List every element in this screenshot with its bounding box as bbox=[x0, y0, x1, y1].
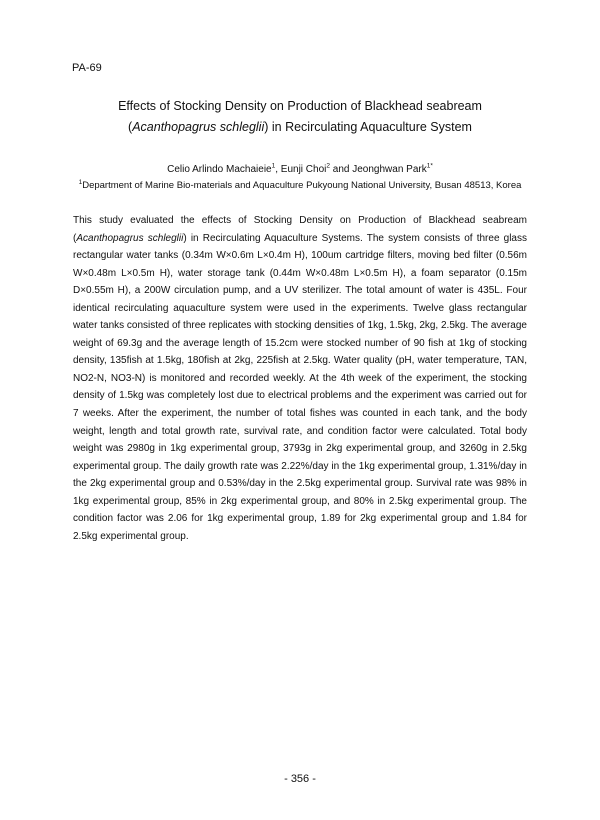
page-number: - 356 - bbox=[284, 773, 316, 785]
author-2-affil-mark: 2 bbox=[326, 162, 330, 170]
abstract-body bbox=[73, 212, 527, 545]
affiliation-text: Department of Marine Bio-materials and Aquaculture Pukyoung National University, Busan 48513, Korea bbox=[82, 180, 522, 191]
author-1-affil-mark: 1 bbox=[271, 162, 276, 170]
author-list bbox=[40, 163, 560, 177]
author-3: and Jeonghwan Park bbox=[330, 164, 427, 175]
author-1: Celio Arlindo Machaieie bbox=[167, 164, 272, 175]
abstract-part-2: ) in Recirculating Aquaculture Systems. The system consists of three glass rectangular water tanks (0.34m W×0.6m L×0.4m H), 100um cartridge filters, moving bed filter (0.56m W×0.48m L×0.5m H), water storage tank (0.44m W×0.48m L×0.5m H), a foam separator (0.15m D×0.55m H), a 200W circulation pump, and a UV sterilizer. The total amount of water is 435L. Four identical recirculating aquaculture system were used in the experiments. Twelve glass rectangular water tanks consisted of three replicates with stocking densities of 1kg, 1.5kg, 2kg, 2.5kg. The average weight of 69.3g and the average length of 15.2cm were stocked number of 90 fish at 1kg of stocking density, 135fish at 1.5kg, 180fish at 2kg, 225fish at 2.5kg. Water quality (pH, water temperature, TAN, NO2-N, NO3-N) is monitored and recorded weekly. At the 4th week of the experiment, the stocking density of 1.5kg was completely lost due to electrical problems and the experiment was carried out for 7 weeks. After the experiment, the number of total fishes was counted in each tank, and the body weight, length and total growth rate, survival rate, and condition factor were calculated. Total body weight was 2980g in 1kg experimental group, 3793g in 2kg experimental group, and 3260g in 2.5kg experimental group. The daily growth rate was 2.22%/day in the 1kg experimental group, 1.31%/day in the 2kg experimental group and 0.53%/day in the 2.5kg experimental group. Survival rate was 98% in 1kg experimental group, 85% in 2kg experimental group, and 80% in 2.5kg experimental group. The condition factor was 2.06 for 1kg experimental group, 1.89 for 2kg experimental group and 1.84 for 2.5kg experimental group. bbox=[73, 232, 527, 542]
paper-code: PA-69 bbox=[72, 62, 102, 74]
title-line-2-rest: ) in Recirculating Aquaculture System bbox=[264, 120, 472, 134]
title-line-1: Effects of Stocking Density on Production of Blackhead seabream bbox=[118, 99, 482, 113]
abstract-species: Acanthopagrus schleglii bbox=[76, 232, 184, 244]
title-line-2 bbox=[40, 117, 560, 138]
abstract-part-1: This study evaluated the effects of Stocking Density on Production of Blackhead seabream ( bbox=[73, 215, 527, 244]
title-species: Acanthopagrus schleglii bbox=[132, 120, 265, 134]
paper-title bbox=[40, 96, 560, 138]
author-3-affil-mark: 1* bbox=[426, 162, 433, 170]
author-2: , Eunji Choi bbox=[275, 164, 327, 175]
affiliation bbox=[40, 179, 560, 193]
affiliation-mark: 1 bbox=[78, 178, 83, 186]
title-paren-open: ( bbox=[128, 120, 133, 134]
